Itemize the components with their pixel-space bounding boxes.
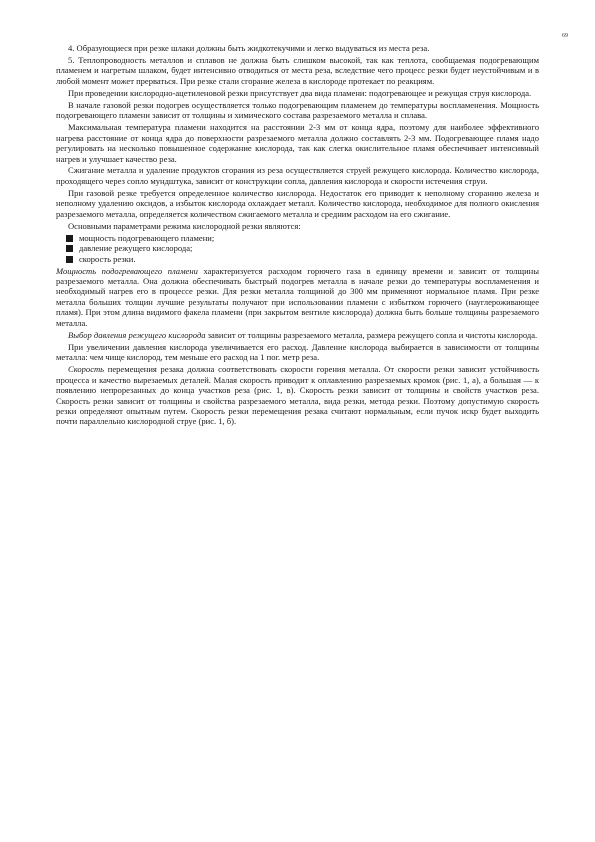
- square-bullet-icon: [66, 245, 73, 252]
- parameters-list: [56, 233, 539, 264]
- list-item-text: мощность подогревающего пламени;: [79, 232, 215, 243]
- list-item: [66, 233, 539, 243]
- term-oxygen-pressure: Выбор давления режущего кислорода: [68, 329, 206, 340]
- square-bullet-icon: [66, 235, 73, 242]
- list-item: [66, 254, 539, 264]
- page-content: [56, 43, 539, 428]
- page-number: 69: [562, 33, 568, 39]
- paragraph-max-temperature: Максимальная температура пламени находится на расстоянии 2-3 мм от конца ядра, поэтому для наиболее эффективного нагрева расстояние от конца ядра до поверхности разрезаемого металла должно составлять 2-3 мм. Подогревающее пламя надо регулировать на несколько повышенное содержание кислорода, так как слегка окислительное пламя обеспечивает интенсивный нагрев и улучшает качество реза.: [56, 122, 539, 164]
- paragraph-oxygen-pressure-text: зависит от толщины разрезаемого металла, размера режущего сопла и чистоты кислорода.: [205, 329, 538, 340]
- paragraph-oxygen-pressure: [56, 330, 539, 340]
- term-flame-power: Мощность подогревающего пламени: [56, 265, 198, 276]
- paragraph-pressure-increase: При увеличении давления кислорода увеличивается его расход. Давление кислорода выбирается в зависимости от толщины металла: чем чище кислород, тем меньше его расход на 1 пог. метр реза.: [56, 341, 539, 363]
- list-item-text: скорость резки.: [79, 253, 136, 264]
- paragraph-speed-text: перемещения резака должна соответствовать скорости горения металла. От скорости резки зависит устойчивость процесса и качество вырезаемых деталей. Малая скорость приводит к оплавлению разрезаемых кромок (рис. 1, а), а большая — к появлению непрорезанных до конца участков реза (рис. 1, в). Скорость резки зависит от толщины и свойств участков реза. Скорость резки зависит от толщины и свойства разрезаемого металла, вида резки, метода резки. Поэтому допустимую скорость резки определяют опытным путем. Скорость резки перемещения резака считают нормальным, если пучок искр будет выходить почти параллельно кислородной струе (рис. 1, б).: [56, 364, 539, 427]
- term-speed: Скорость: [68, 364, 105, 375]
- paragraph-preheating: В начале газовой резки подогрев осуществляется только подогревающим пламенем до температуры воспламенения. Мощность подогревающего пламени зависит от толщины и химического состава разрезаемого металла и сплава.: [56, 99, 539, 121]
- paragraph-thermal-conductivity: 5. Теплопроводность металлов и сплавов не должна быть слишком высокой, так как теплота, сообщаемая подогревающим пламенем и нагретым шлаком, будет интенсивно отводиться от места реза, вследствие чего процесс резки будет неустойчивым и в любой момент может прерваться. При резке стали сгорание железа в кислороде протекает по реакциям.: [56, 54, 539, 86]
- paragraph-oxygen-quantity: При газовой резке требуется определенное количество кислорода. Недостаток его приводит к неполному сгоранию железа и неполному удалению оксидов, а избыток кислорода охлаждает металл. Количество кислорода, необходимое для полного окисления разрезаемого металла, определяется количеством сжигаемого металла и средним расходом на его сжигание.: [56, 187, 539, 219]
- paragraph-oxygen-jet: Сжигание металла и удаление продуктов сгорания из реза осуществляется струей режущего кислорода. Количество кислорода, проходящего через сопло мундштука, зависит от конструкции сопла, давления кислорода и скорости истечения струи.: [56, 165, 539, 186]
- paragraph-speed: [56, 364, 539, 427]
- paragraph-flame-power: [56, 266, 539, 329]
- paragraph-flame-types: При проведении кислородно-ацетиленовой резки присутствует два вида пламени: подогревающее и режущая струя кислорода.: [68, 87, 532, 98]
- list-item-text: давление режущего кислорода;: [79, 243, 193, 254]
- paragraph-flame-power-text: характеризуется расходом горючего газа в единицу времени и зависит от толщины разрезаемого металла. Она должна обеспечивать быстрый подогрев металла в начале резки до температуры воспламенения и необходимый нагрев его в процессе резки. Для резки металла толщиной до 300 мм применяют нормальное пламя. При резке металла больших толщин лучшие результаты получают при использовании пламени с избытком горючего (науглероживающее пламя). При этом длина видимого факела пламени (при закрытом вентиле кислорода) должна быть больше толщины разрезаемого металла.: [56, 265, 539, 328]
- list-item: [66, 243, 539, 253]
- square-bullet-icon: [66, 256, 73, 263]
- paragraph-slag-requirement: 4. Образующиеся при резке шлаки должны быть жидкотекучими и легко выдуваться из места реза.: [68, 43, 430, 53]
- paragraph-parameters-intro: Основными параметрами режима кислородной резки являются:: [68, 220, 301, 231]
